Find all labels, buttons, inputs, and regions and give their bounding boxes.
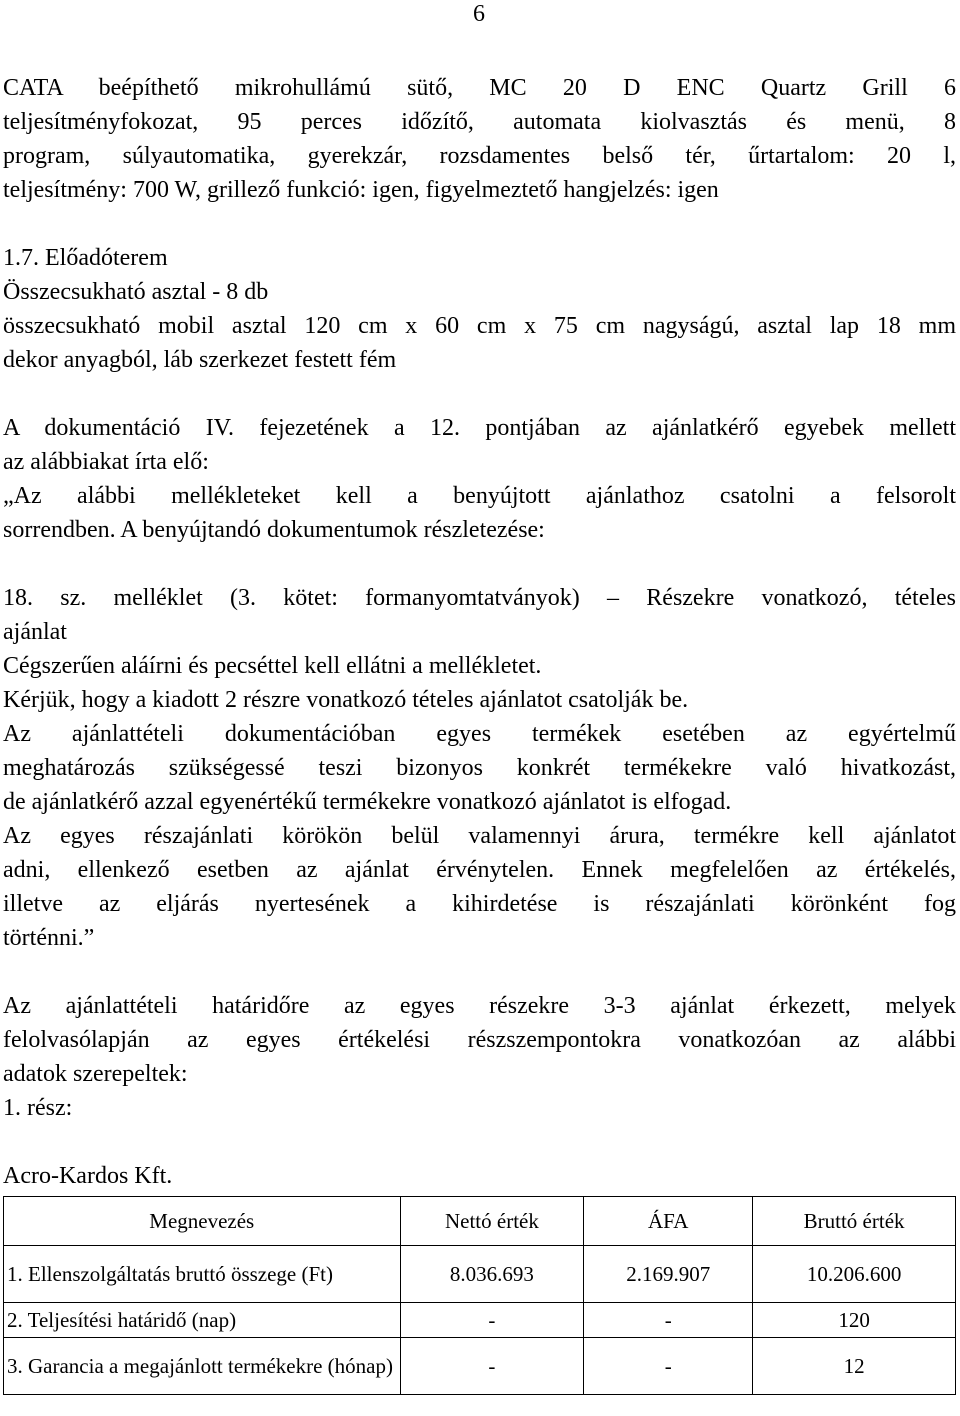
- table-row: [4, 1303, 956, 1338]
- text-line: illetve az eljárás nyertesének a kihirdetése is részajánlati körönként fog: [3, 891, 956, 917]
- text-line: Az ajánlattételi határidőre az egyes részekre 3-3 ajánlat érkezett, melyek: [3, 993, 956, 1019]
- table-cell: 8.036.693: [400, 1246, 584, 1303]
- text-line: de ajánlatkérő azzal egyenértékű termékekre vonatkozó ajánlatot is elfogad.: [3, 789, 732, 815]
- text-line: felolvasólapján az egyes értékelési részszempontokra vonatkozóan az alábbi: [3, 1027, 956, 1053]
- product-description-cata: [3, 71, 956, 207]
- text-line: teljesítményfokozat, 95 perces időzítő, automata kiolvasztás és menü, 8: [3, 109, 956, 135]
- table-cell: -: [400, 1338, 584, 1395]
- text-line: A dokumentáció IV. fejezetének a 12. pontjában az ajánlatkérő egyebek mellett: [3, 415, 956, 441]
- table-cell-label: 3. Garancia a megajánlott termékekre (hónap): [4, 1338, 401, 1395]
- table-cell: -: [584, 1338, 753, 1395]
- page-number: 6: [473, 1, 485, 27]
- documentation-reference: [3, 411, 956, 547]
- table-header-cell: Bruttó érték: [753, 1197, 956, 1246]
- text-line: Kérjük, hogy a kiadott 2 részre vonatkozó tételes ajánlatot csatolják be.: [3, 687, 689, 713]
- table-cell: -: [584, 1303, 753, 1338]
- text-line: Az ajánlattételi dokumentációban egyes termékek esetében az egyértelmű: [3, 721, 956, 747]
- text-line: sorrendben. A benyújtandó dokumentumok részletezése:: [3, 517, 545, 543]
- text-line: történni.”: [3, 925, 95, 951]
- company-name: [3, 1159, 956, 1193]
- text-line: CATA beépíthető mikrohullámú sütő, MC 20 D ENC Quartz Grill 6: [3, 75, 956, 101]
- table-cell: 12: [753, 1338, 956, 1395]
- table-cell: 10.206.600: [753, 1246, 956, 1303]
- text-line: adatok szerepeltek:: [3, 1061, 188, 1087]
- text-line: 1. rész:: [3, 1095, 73, 1121]
- table-cell: 120: [753, 1303, 956, 1338]
- table-cell: -: [400, 1303, 584, 1338]
- table-row: [4, 1246, 956, 1303]
- table-cell-label: 1. Ellenszolgáltatás bruttó összege (Ft): [4, 1246, 401, 1303]
- text-line: adni, ellenkező esetben az ajánlat érvénytelen. Ennek megfelelően az értékelés,: [3, 857, 956, 883]
- text-line: Az egyes részajánlati körökön belül valamennyi árura, termékre kell ajánlatot: [3, 823, 956, 849]
- offer-table: [3, 1196, 956, 1395]
- table-header-cell: Megnevezés: [4, 1197, 401, 1246]
- deadline-paragraph: [3, 989, 956, 1125]
- table-row: [4, 1338, 956, 1395]
- table-cell-label: 2. Teljesítési határidő (nap): [4, 1303, 401, 1338]
- text-line: „Az alábbi mellékleteket kell a benyújtott ajánlathoz csatolni a felsorolt: [3, 483, 956, 509]
- text-line: teljesítmény: 700 W, grillező funkció: igen, figyelmeztető hangjelzés: igen: [3, 177, 719, 203]
- table-header-cell: Nettó érték: [400, 1197, 584, 1246]
- section-1-7: [3, 241, 956, 309]
- section-heading: 1.7. Előadóterem: [3, 245, 168, 271]
- company-name-text: Acro-Kardos Kft.: [3, 1163, 173, 1189]
- table-cell: 2.169.907: [584, 1246, 753, 1303]
- table-header-cell: ÁFA: [584, 1197, 753, 1246]
- text-line: az alábbiakat írta elő:: [3, 449, 209, 475]
- table-header-row: [4, 1197, 956, 1246]
- text-line: ajánlat: [3, 619, 67, 645]
- item-title: Összecsukható asztal - 8 db: [3, 279, 269, 305]
- text-line: 18. sz. melléklet (3. kötet: formanyomtatványok) – Részekre vonatkozó, tételes: [3, 585, 956, 611]
- text-line: összecsukható mobil asztal 120 cm x 60 cm x 75 cm nagyságú, asztal lap 18 mm: [3, 313, 956, 339]
- item-description: [3, 309, 956, 377]
- text-line: program, súlyautomatika, gyerekzár, rozsdamentes belső tér, űrtartalom: 20 l,: [3, 143, 956, 169]
- text-line: meghatározás szükségessé teszi bizonyos konkrét termékekre való hivatkozást,: [3, 755, 956, 781]
- text-line: Cégszerűen aláírni és pecséttel kell ellátni a mellékletet.: [3, 653, 542, 679]
- text-line: dekor anyagból, láb szerkezet festett fém: [3, 347, 397, 373]
- annex-quote: [3, 581, 956, 955]
